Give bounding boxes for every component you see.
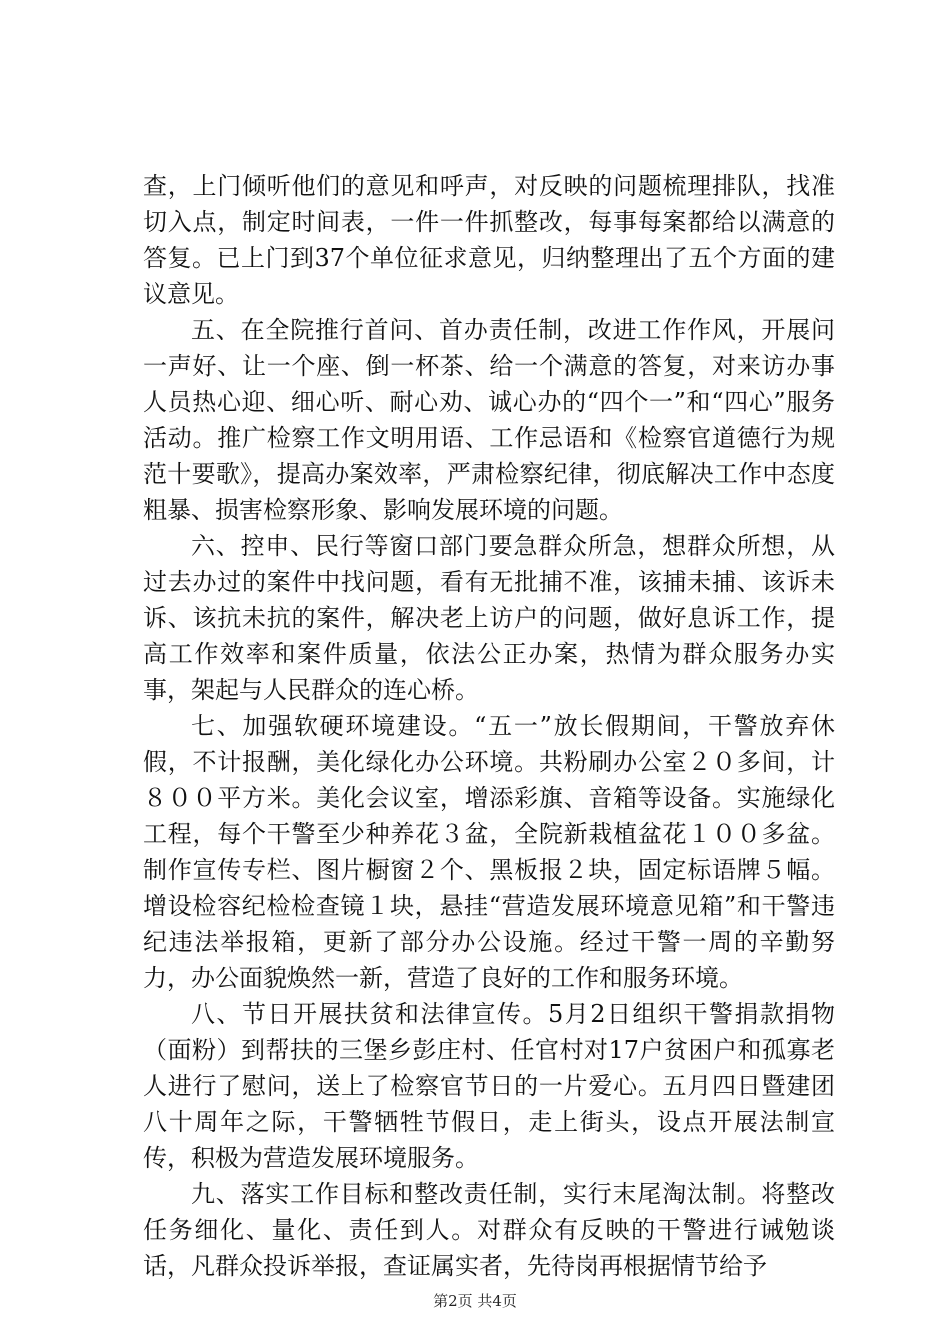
paragraph-item-5: 五、在全院推行首问、首办责任制，改进工作作风，开展问一声好、让一个座、倒一杯茶、给一个满意的答复，对来访办事人员热心迎、细心听、耐心劝、诚心办的“四个一”和“四心”服务活动。推广检察工作文明用语、工作忌语和《检察官道德行为规范十要歌》，提高办案效率，严肃检察纪律，彻底解决工作中态度粗暴、损害检察形象、影响发展环境的问题。 xyxy=(143,316,835,524)
page-number-footer: 第2页 共4页 xyxy=(433,1292,517,1310)
document-body xyxy=(143,168,835,1284)
paragraph-item-6: 六、控申、民行等窗口部门要急群众所急，想群众所想，从过去办过的案件中找问题，看有无批捕不准，该捕未捕、该诉未诉、该抗未抗的案件，解决老上访户的问题，做好息诉工作，提高工作效率和案件质量，依法公正办案，热情为群众服务办实事，架起与人民群众的连心桥。 xyxy=(143,532,835,704)
paragraph-item-9: 九、落实工作目标和整改责任制，实行末尾淘汰制。将整改任务细化、量化、责任到人。对群众有反映的干警进行诫勉谈话，凡群众投诉举报，查证属实者，先待岗再根据情节给予 xyxy=(143,1180,835,1280)
paragraph-item-7: 七、加强软硬环境建设。“五一”放长假期间，干警放弃休假，不计报酬，美化绿化办公环境。共粉刷办公室２０多间，计８００平方米。美化会议室，增添彩旗、音箱等设备。实施绿化工程，每个干警至少种养花３盆，全院新栽植盆花１００多盆。制作宣传专栏、图片橱窗２个、黑板报２块，固定标语牌５幅。增设检容纪检检查镜１块，悬挂“营造发展环境意见箱”和干警违纪违法举报箱，更新了部分办公设施。经过干警一周的辛勤努力，办公面貌焕然一新，营造了良好的工作和服务环境。 xyxy=(143,712,835,992)
paragraph-continuation: 查，上门倾听他们的意见和呼声，对反映的问题梳理排队，找准切入点，制定时间表，一件一件抓整改，每事每案都给以满意的答复。已上门到37个单位征求意见，归纳整理出了五个方面的建议意见。 xyxy=(143,172,835,308)
paragraph-item-8: 八、节日开展扶贫和法律宣传。5月2日组织干警捐款捐物（面粉）到帮扶的三堡乡彭庄村、任官村对17户贫困户和孤寡老人进行了慰问，送上了检察官节日的一片爱心。五月四日暨建团八十周年之际，干警牺牲节假日，走上街头，设点开展法制宣传，积极为营造发展环境服务。 xyxy=(143,1000,835,1172)
